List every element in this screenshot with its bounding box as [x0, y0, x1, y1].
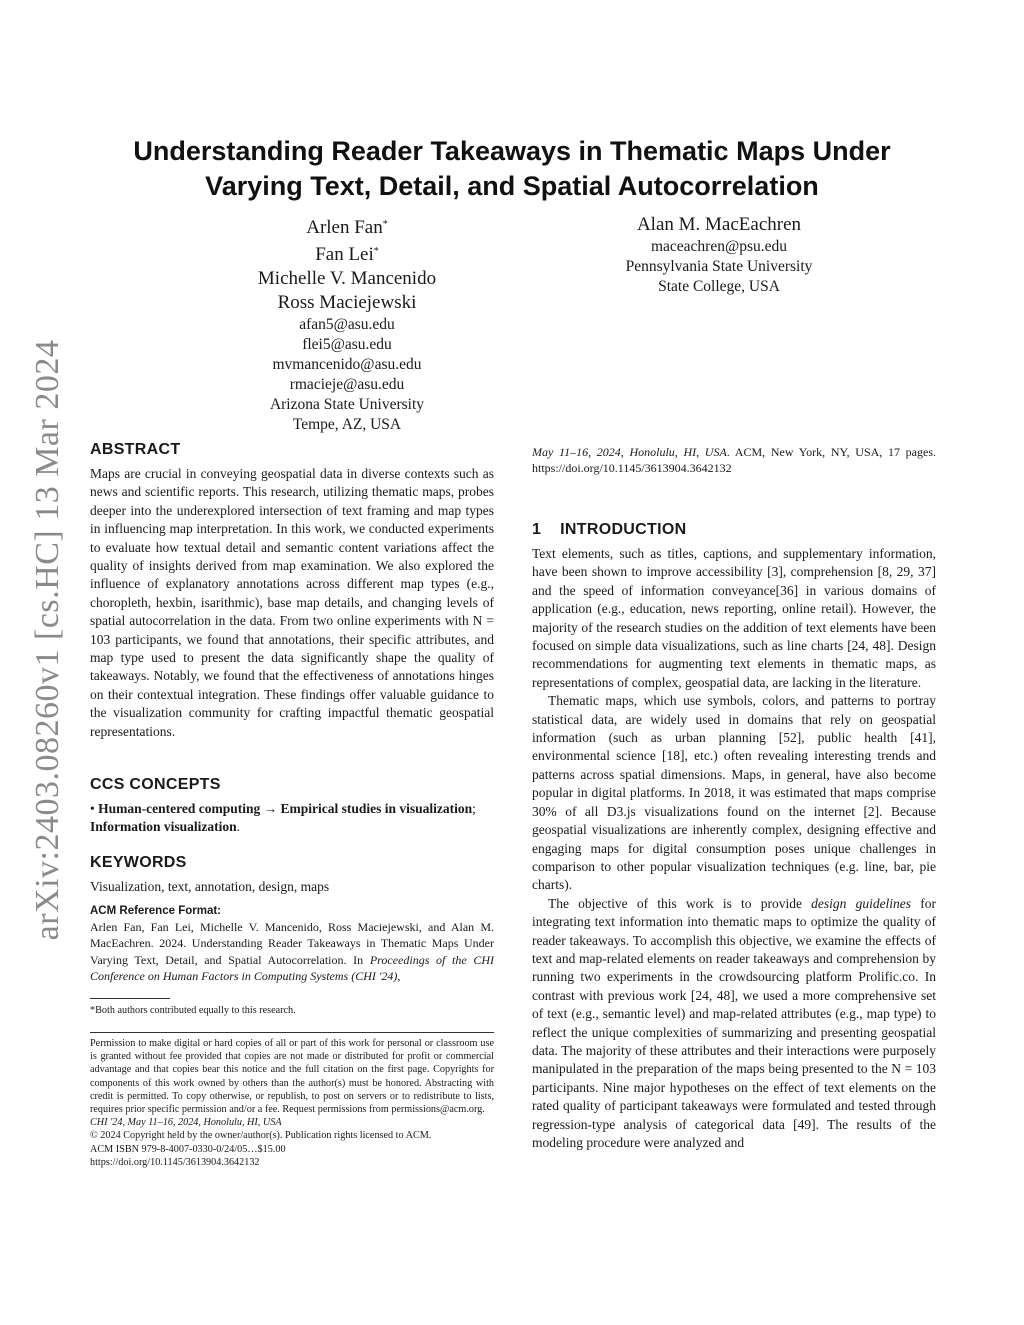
title-line-1: Understanding Reader Takeaways in Thematic Maps Under: [133, 136, 891, 166]
author-name: Ross Maciejewski: [277, 292, 417, 313]
introduction-paragraph-2: Thematic maps, which use symbols, colors, and patterns to portray statistical data, are widely used in domains that rely on geospatial information (such as urban planning [52], public health [41], environmental science [18], etc.) often revealing interesting trends and patterns across spatial dimensions. Maps, in general, have also become popular in digital platforms. In 2018, it was estimated that maps comprise 30% of all D3.js visualizations found on the internet [2]. Because geospatial visualizations are inherently complex, designing effective and engaging maps for digital consumption poses unique challenges in comparison to other popular visualization techniques (e.g. line, bar, pie charts).: [532, 693, 936, 893]
keywords-section: [90, 854, 494, 896]
author-email: rmacieje@asu.edu: [289, 376, 405, 393]
introduction-body: [532, 545, 936, 1152]
abstract-text: Maps are crucial in conveying geospatial data in diverse contexts such as news and scientific reports. This research, utilizing thematic maps, probes deeper into the underexplored intersection of text framing and map types in influencing map interpretation. In this work, we conducted experiments to evaluate how textual detail and semantic content variations affect the quality of insights derived from map examination. We also explored the influence of explanatory annotations across different map types (e.g., choropleth, hexbin, isarithmic), base map details, and changing levels of spatial autocorrelation in the data. From two online experiments with N = 103 participants, we found that annotations, their specific attributes, and map type used to present the data significantly shape the quality of takeaways. Notably, we found that the effectiveness of annotations hinges on their contextual integration. These findings offer valuable guidance to the visualization community for crafting impactful thematic geospatial representations.: [90, 466, 494, 739]
introduction-paragraph-1: Text elements, such as titles, captions, and supplementary information, have been shown to improve accessibility [3], comprehension [8, 29, 37] and the speed of information conveyance[36] in various domains of application (e.g., education, news reporting, online retail). However, the majority of the research studies on the addition of text elements have been focused on simple data visualizations, such as line charts [24, 48]. Design recommendations for augmenting text elements in thematic maps, as representations of complex, geospatial data, are lacking in the literature.: [532, 546, 936, 690]
author-affiliation: Arizona State University: [269, 396, 425, 413]
introduction-section: [532, 521, 936, 1152]
doi-link[interactable]: https://doi.org/10.1145/3613904.3642132: [90, 1156, 260, 1168]
ccs-concept-2: Information visualization: [90, 819, 237, 835]
introduction-heading: 1 INTRODUCTION: [532, 521, 687, 538]
isbn-line: ACM ISBN 979-8-4007-0330-0/24/05…$15.00: [90, 1143, 286, 1155]
introduction-paragraph-3: The objective of this work is to provide design guidelines for integrating text information into thematic maps to optimize the quality of reader takeaways. To accomplish this objective, we examine the effects of text and map-related elements on reader takeaways and comprehension by running two experiments in the crowdsourcing platform Prolific.co. In contrast with previous work [24, 48], we used a more comprehensive set of text (e.g., semantic level) and map-related attributes (e.g., map type) to reflect the unique complexities of summarizing and presenting geospatial data. The majority of these attributes and their interactions were purposely manipulated in the preparation of the maps being presented to the N = 103 participants. Nine major hypotheses on the effect of text elements on the rated quality of participant takeaways were formulated and tested through regression-type analysis of categorical data [49]. The results of the modeling procedure were analyzed and: [532, 895, 936, 1150]
acm-reference-heading: ACM Reference Format:: [90, 905, 221, 917]
ccs-section: [90, 776, 494, 837]
acm-reference-continued-text: May 11–16, 2024, Honolulu, HI, USA. ACM, New York, NY, USA, 17 pages. https://doi.org/10.1145/3613904.3642132: [532, 445, 936, 476]
author-name: Michelle V. Mancenido: [257, 268, 437, 289]
abstract-section: [90, 441, 494, 741]
permission-block: [90, 1037, 494, 1169]
keywords-heading: KEYWORDS: [90, 854, 187, 871]
permission-rule: [90, 1032, 494, 1033]
author-email: afan5@asu.edu: [299, 316, 395, 333]
conference-line: CHI '24, May 11–16, 2024, Honolulu, HI, USA: [90, 1117, 282, 1129]
abstract-heading: ABSTRACT: [90, 441, 181, 458]
acm-reference-text: Arlen Fan, Fan Lei, Michelle V. Mancenido, Ross Maciejewski, and Alan M. MacEachren. 2024. Understanding Reader Takeaways in Thematic Maps Under Varying Text, Detail, and Spatial Autocorrelation. In Proceedings of the CHI Conference on Human Factors in Computing Systems (CHI '24),: [90, 920, 494, 984]
permission-text: Permission to make digital or hard copies of all or part of this work for personal or classroom use is granted without fee provided that copies are not made or distributed for profit or commercial advantage and that copies bear this notice and the full citation on the first page. Copyrights for components of this work owned by others than the author(s) must be honored. Abstracting with credit is permitted. To copy otherwise, or republish, to post on servers or to redistribute to lists, requires prior specific permission and/or a fee. Request permissions from permissions@acm.org.: [90, 1038, 494, 1116]
acm-reference-section: [90, 905, 494, 985]
arxiv-identifier: arXiv:2403.08260v1 [cs.HC] 13 Mar 2024: [29, 339, 66, 941]
keywords-text: Visualization, text, annotation, design, maps: [90, 879, 330, 894]
footnote: [90, 1004, 494, 1017]
paper-title: [90, 134, 934, 204]
author-email: maceachren@psu.edu: [650, 238, 788, 255]
copyright-line: © 2024 Copyright held by the owner/author(s). Publication rights licensed to ACM.: [90, 1130, 432, 1142]
author-block-psu: [560, 213, 878, 297]
author-location: State College, USA: [658, 278, 780, 295]
author-affiliation: Pennsylvania State University: [625, 258, 813, 275]
acm-reference-venue: Proceedings of the CHI Conference on Human Factors in Computing Systems (CHI '24),: [90, 952, 494, 984]
ccs-text: • Human-centered computing → Empirical studies in visualization; Information visualization.: [90, 801, 476, 835]
author-email: mvmancenido@asu.edu: [272, 356, 422, 373]
author-block-asu: [160, 213, 534, 435]
footnote-text: *Both authors contributed equally to this research.: [90, 1005, 296, 1016]
title-line-2: Varying Text, Detail, and Spatial Autocorrelation: [205, 171, 819, 201]
ccs-heading: CCS CONCEPTS: [90, 776, 221, 793]
author-name: Fan Lei*: [315, 244, 379, 265]
author-name: Alan M. MacEachren: [636, 214, 802, 235]
acm-reference-continued: [532, 444, 936, 477]
footnote-rule: [90, 998, 170, 999]
author-name: Arlen Fan*: [306, 217, 388, 238]
author-email: flei5@asu.edu: [302, 336, 392, 353]
author-location: Tempe, AZ, USA: [292, 416, 402, 433]
ccs-concept-1: Human-centered computing → Empirical studies in visualization: [98, 801, 473, 816]
